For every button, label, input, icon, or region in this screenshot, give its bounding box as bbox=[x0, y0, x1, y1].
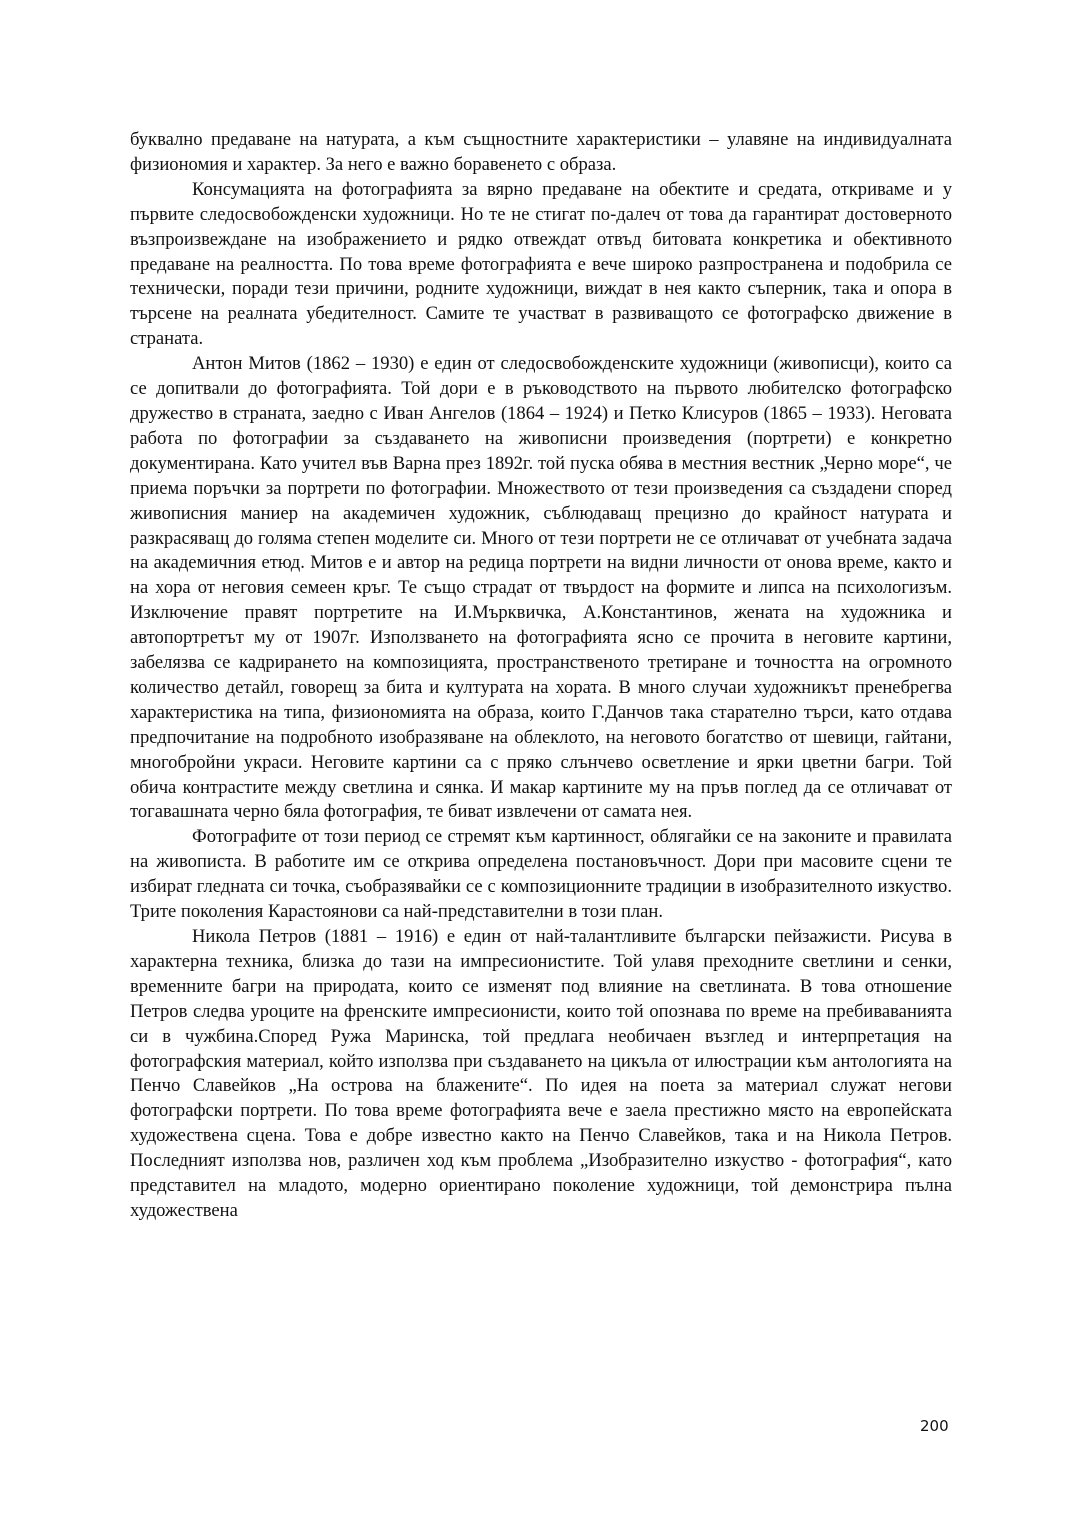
page-body bbox=[130, 128, 952, 1224]
paragraph-anton-mitov: Антон Митов (1862 – 1930) е един от следосвобожденските художници (живописци), които са се допитвали до фотографията. Той дори е в ръководството на първото любителско фотографско дружество в страната, заедно с Иван Ангелов (1864 – 1924) и Петко Клисуров (1865 – 1933). Неговата работа по фотографии за създаването на живописни произведения (портрети) е конкретно документирана. Като учител във Варна през 1892г. той пуска обява в местния вестник „Черно море“, че приема поръчки за портрети по фотографии. Множеството от тези произведения са създадени според живописния маниер на академичен художник, съблюдаващ прецизно до крайност натурата и разкрасяващ до голяма степен моделите си. Много от тези портрети не се отличават от учебната задача на академичния етюд. Митов е и автор на редица портрети на видни личности от онова време, както и на хора от неговия семеен кръг. Те също страдат от твърдост на формите и липса на психологизъм. Изключение правят портретите на И.Мърквичка, А.Константинов, жената на художника и автопортретът му от 1907г. Използването на фотографията ясно се прочита в неговите картини, забелязва се кадрирането на композицията, пространственото третиране и точността на огромното количество детайл, говорещ за бита и културата на хората. В много случаи художникът пренебрегва характеристика на типа, физиономията на образа, които Г.Данчов така старателно търси, като отдава предпочитание на подробното изобразяване на облеклото, на неговото богатство от шевици, гайтани, многобройни украси. Неговите картини са с пряко слънчево осветление и ярки цветни багри. Той обича контрастите между светлина и сянка. И макар картините му на пръв поглед да се отличават от тогавашната черно бяла фотография, те биват извлечени от самата нея. bbox=[130, 353, 952, 823]
paragraph-continuation: буквално предаване на натурата, а към същностните характеристики – улавяне на индивидуалната физиономия и характер. За него е важно боравенето с образа. bbox=[130, 129, 952, 175]
page-number: 200 bbox=[920, 1417, 949, 1435]
paragraph-photographers-period: Фотографите от този период се стремят към картинност, облягайки се на законите и правилата на живописта. В работите им се открива определена постановъчност. Дори при масовите сцени те избират гледната си точка, съобразявайки се с композиционните традиции в изобразителното изкуство. Трите поколения Карастоянови са най-представителни в този план. bbox=[130, 826, 952, 923]
paragraph-nikola-petrov: Никола Петров (1881 – 1916) е един от най-талантливите български пейзажисти. Рисува в характерна техника, близка до тази на импресионистите. Той улавя преходните светлини и сенки, временните багри на природата, които се изменят под влияние на светлината. В това отношение Петров следва уроците на френските импресионисти, които той опознава по време на пребиваванията си в чужбина.Според Ружа Маринска, той предлага необичаен възглед и интерпретация на фотографския материал, който използва при създаването на цикъла от илюстрации към антологията на Пенчо Славейков „На острова на блажените“. По идея на поета за материал служат негови фотографски портрети. По това време фотографията вече е заела престижно място на европейската художествена сцена. Това е добре известно както на Пенчо Славейков, така и на Никола Петров. Последният използва нов, различен ход към проблема „Изобразително изкуство - фотография“, като представител на младото, модерно ориентирано поколение художници, той демонстрира пълна художествена bbox=[130, 926, 952, 1221]
paragraph-photography-consumption: Консумацията на фотографията за вярно предаване на обектите и средата, откриваме и у първите следосвобожденски художници. Но те не стигат по-далеч от това да гарантират достоверното възпроизвеждане на изображението и рядко отвеждат отвъд битовата конкретика и обективното предаване на реалността. По това време фотографията е вече широко разпространена и подобрила се технически, поради тези причини, родните художници, виждат в нея както съперник, така и опора в търсене на реалната убедителност. Самите те участват в развиващото се фотографско движение в страната. bbox=[130, 178, 952, 350]
